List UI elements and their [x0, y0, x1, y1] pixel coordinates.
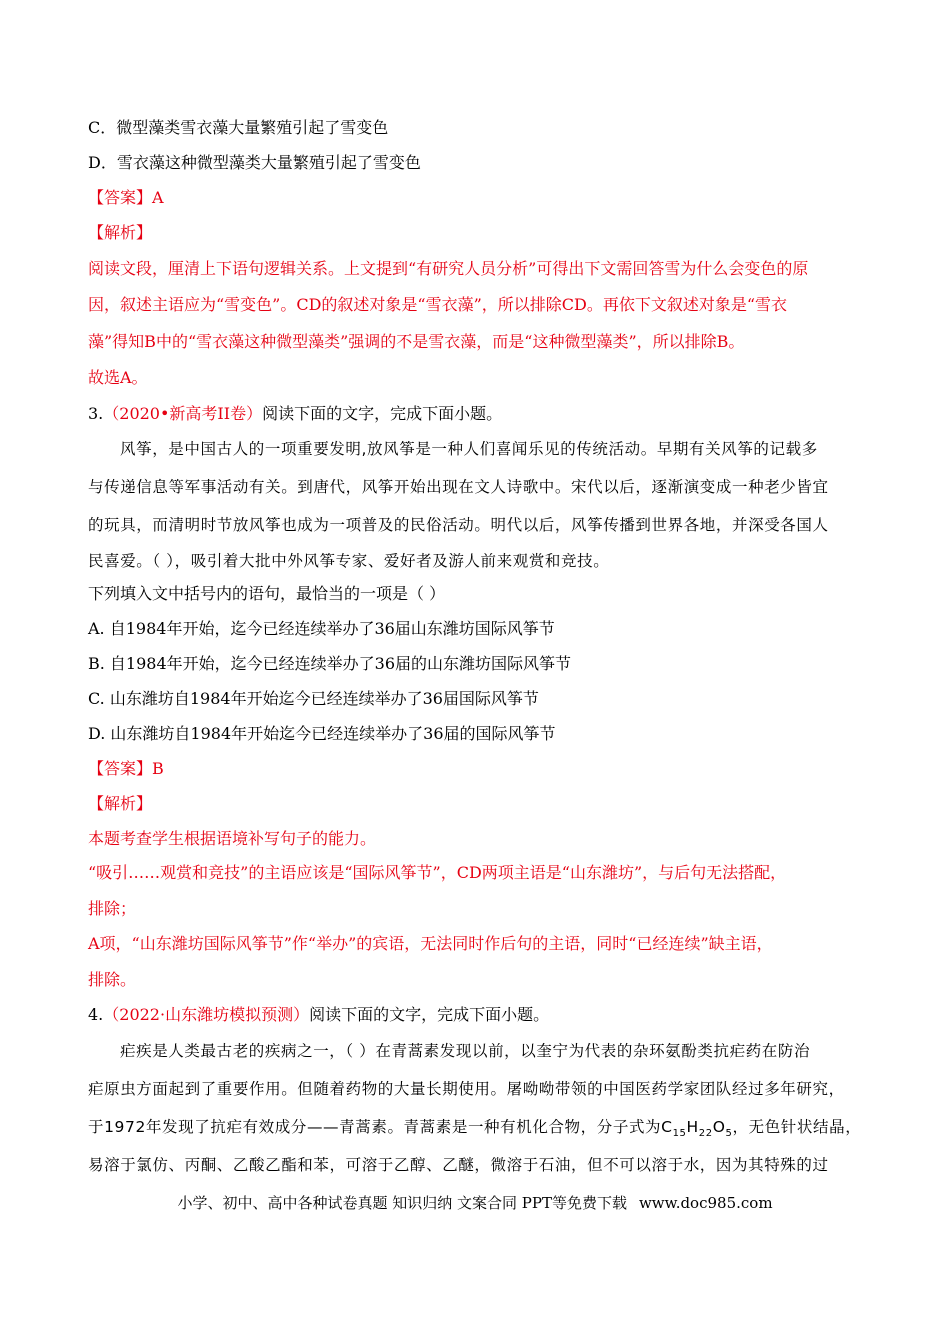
analysis-line: A项，“山东潍坊国际风筝节”作“举办”的宾语，无法同时作后句的主语，同时“已经连续”缺主语，: [88, 934, 773, 953]
analysis-line: 藻”得知B中的“雪衣藻这种微型藻类”强调的不是雪衣藻，而是“这种微型藻类”，所以排除B。: [88, 332, 745, 351]
analysis-line: 因，叙述主语应为“雪变色”。CD的叙述对象是“雪衣藻”，所以排除CD。再依下文叙述对象是“雪衣: [88, 295, 788, 314]
passage-line: 疟疾是人类最古老的疾病之一，（ ）在青蒿素发现以前，以奎宁为代表的杂环氨酚类抗疟药在防治: [120, 1042, 811, 1060]
analysis-label: 【解析】: [88, 794, 153, 813]
formula-subscript-o: 5: [725, 1128, 733, 1140]
question-instruction: 阅读下面的文字，完成下面小题。: [309, 1005, 550, 1024]
question-instruction: 阅读下面的文字，完成下面小题。: [262, 404, 503, 423]
option-d: D．雪衣藻这种微型藻类大量繁殖引起了雪变色: [88, 153, 421, 172]
answer-label: 【答案】B: [88, 759, 164, 778]
analysis-line: 排除；: [88, 899, 137, 918]
footer-text: 小学、初中、高中各种试卷真题 知识归纳 文案合同 PPT等免费下载: [177, 1194, 627, 1212]
passage-line-formula: [88, 1117, 862, 1140]
analysis-line: 排除。: [88, 970, 137, 989]
footer-url[interactable]: www.doc985.com: [638, 1194, 773, 1212]
passage-line: 风筝，是中国古人的一项重要发明,放风筝是一种人们喜闻乐见的传统活动。早期有关风筝的记载多: [120, 440, 818, 458]
passage-line: 易溶于氯仿、丙酮、乙酸乙酯和苯，可溶于乙醇、乙醚，微溶于石油，但不可以溶于水，因为其特殊的过: [88, 1156, 829, 1174]
page-footer: [0, 1192, 950, 1213]
analysis-line: 阅读文段，厘清上下语句逻辑关系。上文提到“有研究人员分析”可得出下文需回答雪为什么会变色的原: [88, 259, 809, 278]
question-source: （2020•新高考II卷）: [103, 404, 263, 423]
option-c: C．微型藻类雪衣藻大量繁殖引起了雪变色: [88, 118, 389, 137]
formula-text-after: ，无色针状结晶，: [732, 1118, 862, 1136]
question-3-header: [88, 404, 502, 424]
question-source: （2022·山东潍坊模拟预测）: [103, 1005, 310, 1024]
formula-subscript-h: 22: [698, 1128, 713, 1140]
question-number: 4.: [88, 1005, 104, 1024]
formula-subscript-c: 15: [672, 1128, 687, 1140]
question-number: 3.: [88, 404, 104, 423]
analysis-label: 【解析】: [88, 223, 153, 242]
answer-label: 【答案】A: [88, 188, 164, 207]
passage-line: 与传递信息等军事活动有关。到唐代，风筝开始出现在文人诗歌中。宋代以后，逐渐演变成一种老少皆宜: [88, 478, 829, 496]
passage-line: 民喜爱。（ ），吸引着大批中外风筝专家、爱好者及游人前来观赏和竞技。: [88, 552, 610, 570]
question-prompt: 下列填入文中括号内的语句，最恰当的一项是（ ）: [88, 584, 446, 603]
question-4-header: [88, 1005, 549, 1025]
passage-line: 疟原虫方面起到了重要作用。但随着药物的大量长期使用。屠呦呦带领的中国医药学家团队经过多年研究，: [88, 1080, 845, 1098]
option-a: A. 自1984年开始，迄今已经连续举办了36届山东潍坊国际风筝节: [88, 619, 555, 638]
analysis-line: 故选A。: [88, 368, 148, 387]
option-b: B. 自1984年开始，迄今已经连续举办了36届的山东潍坊国际风筝节: [88, 654, 572, 673]
option-d: D. 山东潍坊自1984年开始迄今已经连续举办了36届的国际风筝节: [88, 724, 556, 743]
analysis-line: 本题考查学生根据语境补写句子的能力。: [88, 829, 377, 848]
formula-text-before: 于1972年发现了抗疟有效成分——青蒿素。青蒿素是一种有机化合物，分子式为C: [88, 1118, 673, 1136]
formula-h: H: [686, 1118, 699, 1136]
analysis-line: “吸引……观赏和竞技”的主语应该是“国际风筝节”，CD两项主语是“山东潍坊”，与后句无法搭配，: [88, 863, 787, 882]
option-c: C. 山东潍坊自1984年开始迄今已经连续举办了36届国际风筝节: [88, 689, 539, 708]
passage-line: 的玩具，而清明时节放风筝也成为一项普及的民俗活动。明代以后，风筝传播到世界各地，并深受各国人: [88, 516, 829, 534]
formula-o: O: [712, 1118, 726, 1136]
